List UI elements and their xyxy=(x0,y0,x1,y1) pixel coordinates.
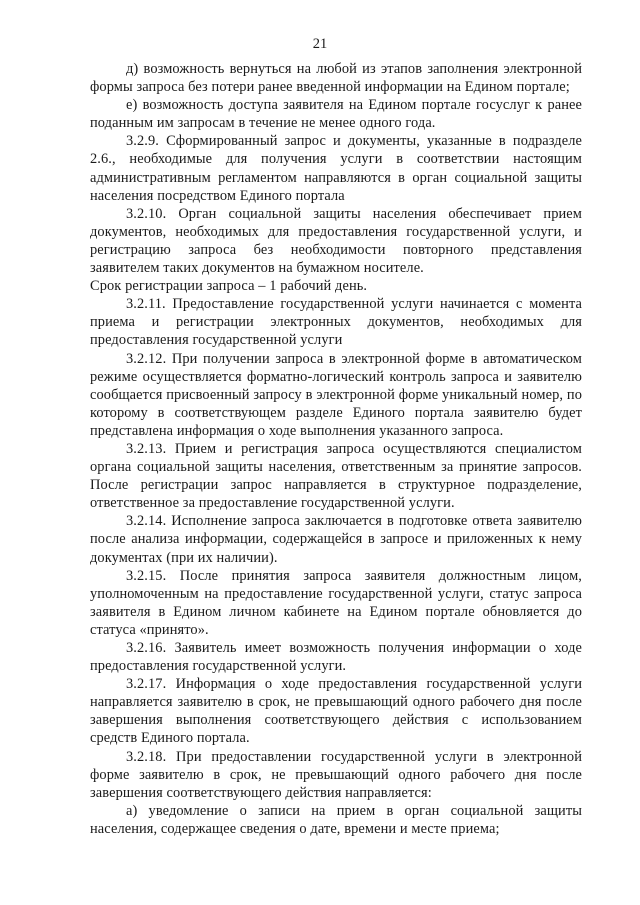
paragraph-registration-term: Срок регистрации запроса – 1 рабочий день. xyxy=(90,278,368,295)
paragraph-item-e: е) возможность доступа заявителя на Едином портале госуслуг к ранее поданным им запросам в течение не менее одного года. xyxy=(90,97,582,132)
paragraph-item-d: д) возможность вернуться на любой из этапов заполнения электронной формы запроса без потери ранее введенной информации на Едином портале; xyxy=(90,61,582,96)
paragraph-3-2-14: 3.2.14. Исполнение запроса заключается в подготовке ответа заявителю после анализа информации, содержащейся в запросе и приложенных к нему документах (при их наличии). xyxy=(90,513,582,566)
paragraph-3-2-9: 3.2.9. Сформированный запрос и документы, указанные в подразделе 2.6., необходимые для получения услуги в соответствии настоящим административным регламентом направляются в орган социальной защиты населения посредством Единого портала xyxy=(90,133,582,204)
paragraph-item-a: а) уведомление о записи на прием в орган социальной защиты населения, содержащее сведения о дате, времени и месте приема; xyxy=(90,802,582,837)
paragraph-3-2-17: 3.2.17. Информация о ходе предоставления государственной услуги направляется заявителю в срок, не превышающий одного рабочего дня после завершения выполнения соответствующего действия с использованием средств Единого портала. xyxy=(90,676,582,747)
page-number: 21 xyxy=(312,36,328,52)
paragraph-3-2-12: 3.2.12. При получении запроса в электронной форме в автоматическом режиме осуществляется форматно-логический контроль запроса и заявителю сообщается присвоенный запросу в электронной форме уникальный номер, по которому в соответствующем разделе Единого портала заявителю будет представлена информация о ходе выполнения указанного запроса. xyxy=(90,350,582,439)
paragraph-3-2-16: 3.2.16. Заявитель имеет возможность получения информации о ходе предоставления государственной услуги. xyxy=(90,640,582,675)
paragraph-3-2-15: 3.2.15. После принятия запроса заявителя должностным лицом, уполномоченным на предоставление государственной услуги, статус запроса заявителя в Едином личном кабинете на Едином портале обновляется до статуса «принято». xyxy=(90,567,582,638)
paragraph-3-2-18: 3.2.18. При предоставлении государственной услуги в электронной форме заявителю в срок, не превышающий одного рабочего дня после завершения соответствующего действия направляется: xyxy=(90,748,582,801)
paragraph-3-2-10: 3.2.10. Орган социальной защиты населения обеспечивает прием документов, необходимых для предоставления государственной услуги, и регистрацию запроса без необходимости повторного представления заявителем таких документов на бумажном носителе. xyxy=(90,205,582,277)
document-body xyxy=(90,60,582,838)
paragraph-3-2-11: 3.2.11. Предоставление государственной услуги начинается с момента приема и регистрации электронных документов, необходимых для предоставления государственной услуги xyxy=(90,296,582,349)
paragraph-3-2-13: 3.2.13. Прием и регистрация запроса осуществляются специалистом органа социальной защиты населения, ответственным за принятие запросов. После регистрации запрос направляется в структурное подразделение, ответственное за предоставление государственной услуги. xyxy=(90,440,582,512)
